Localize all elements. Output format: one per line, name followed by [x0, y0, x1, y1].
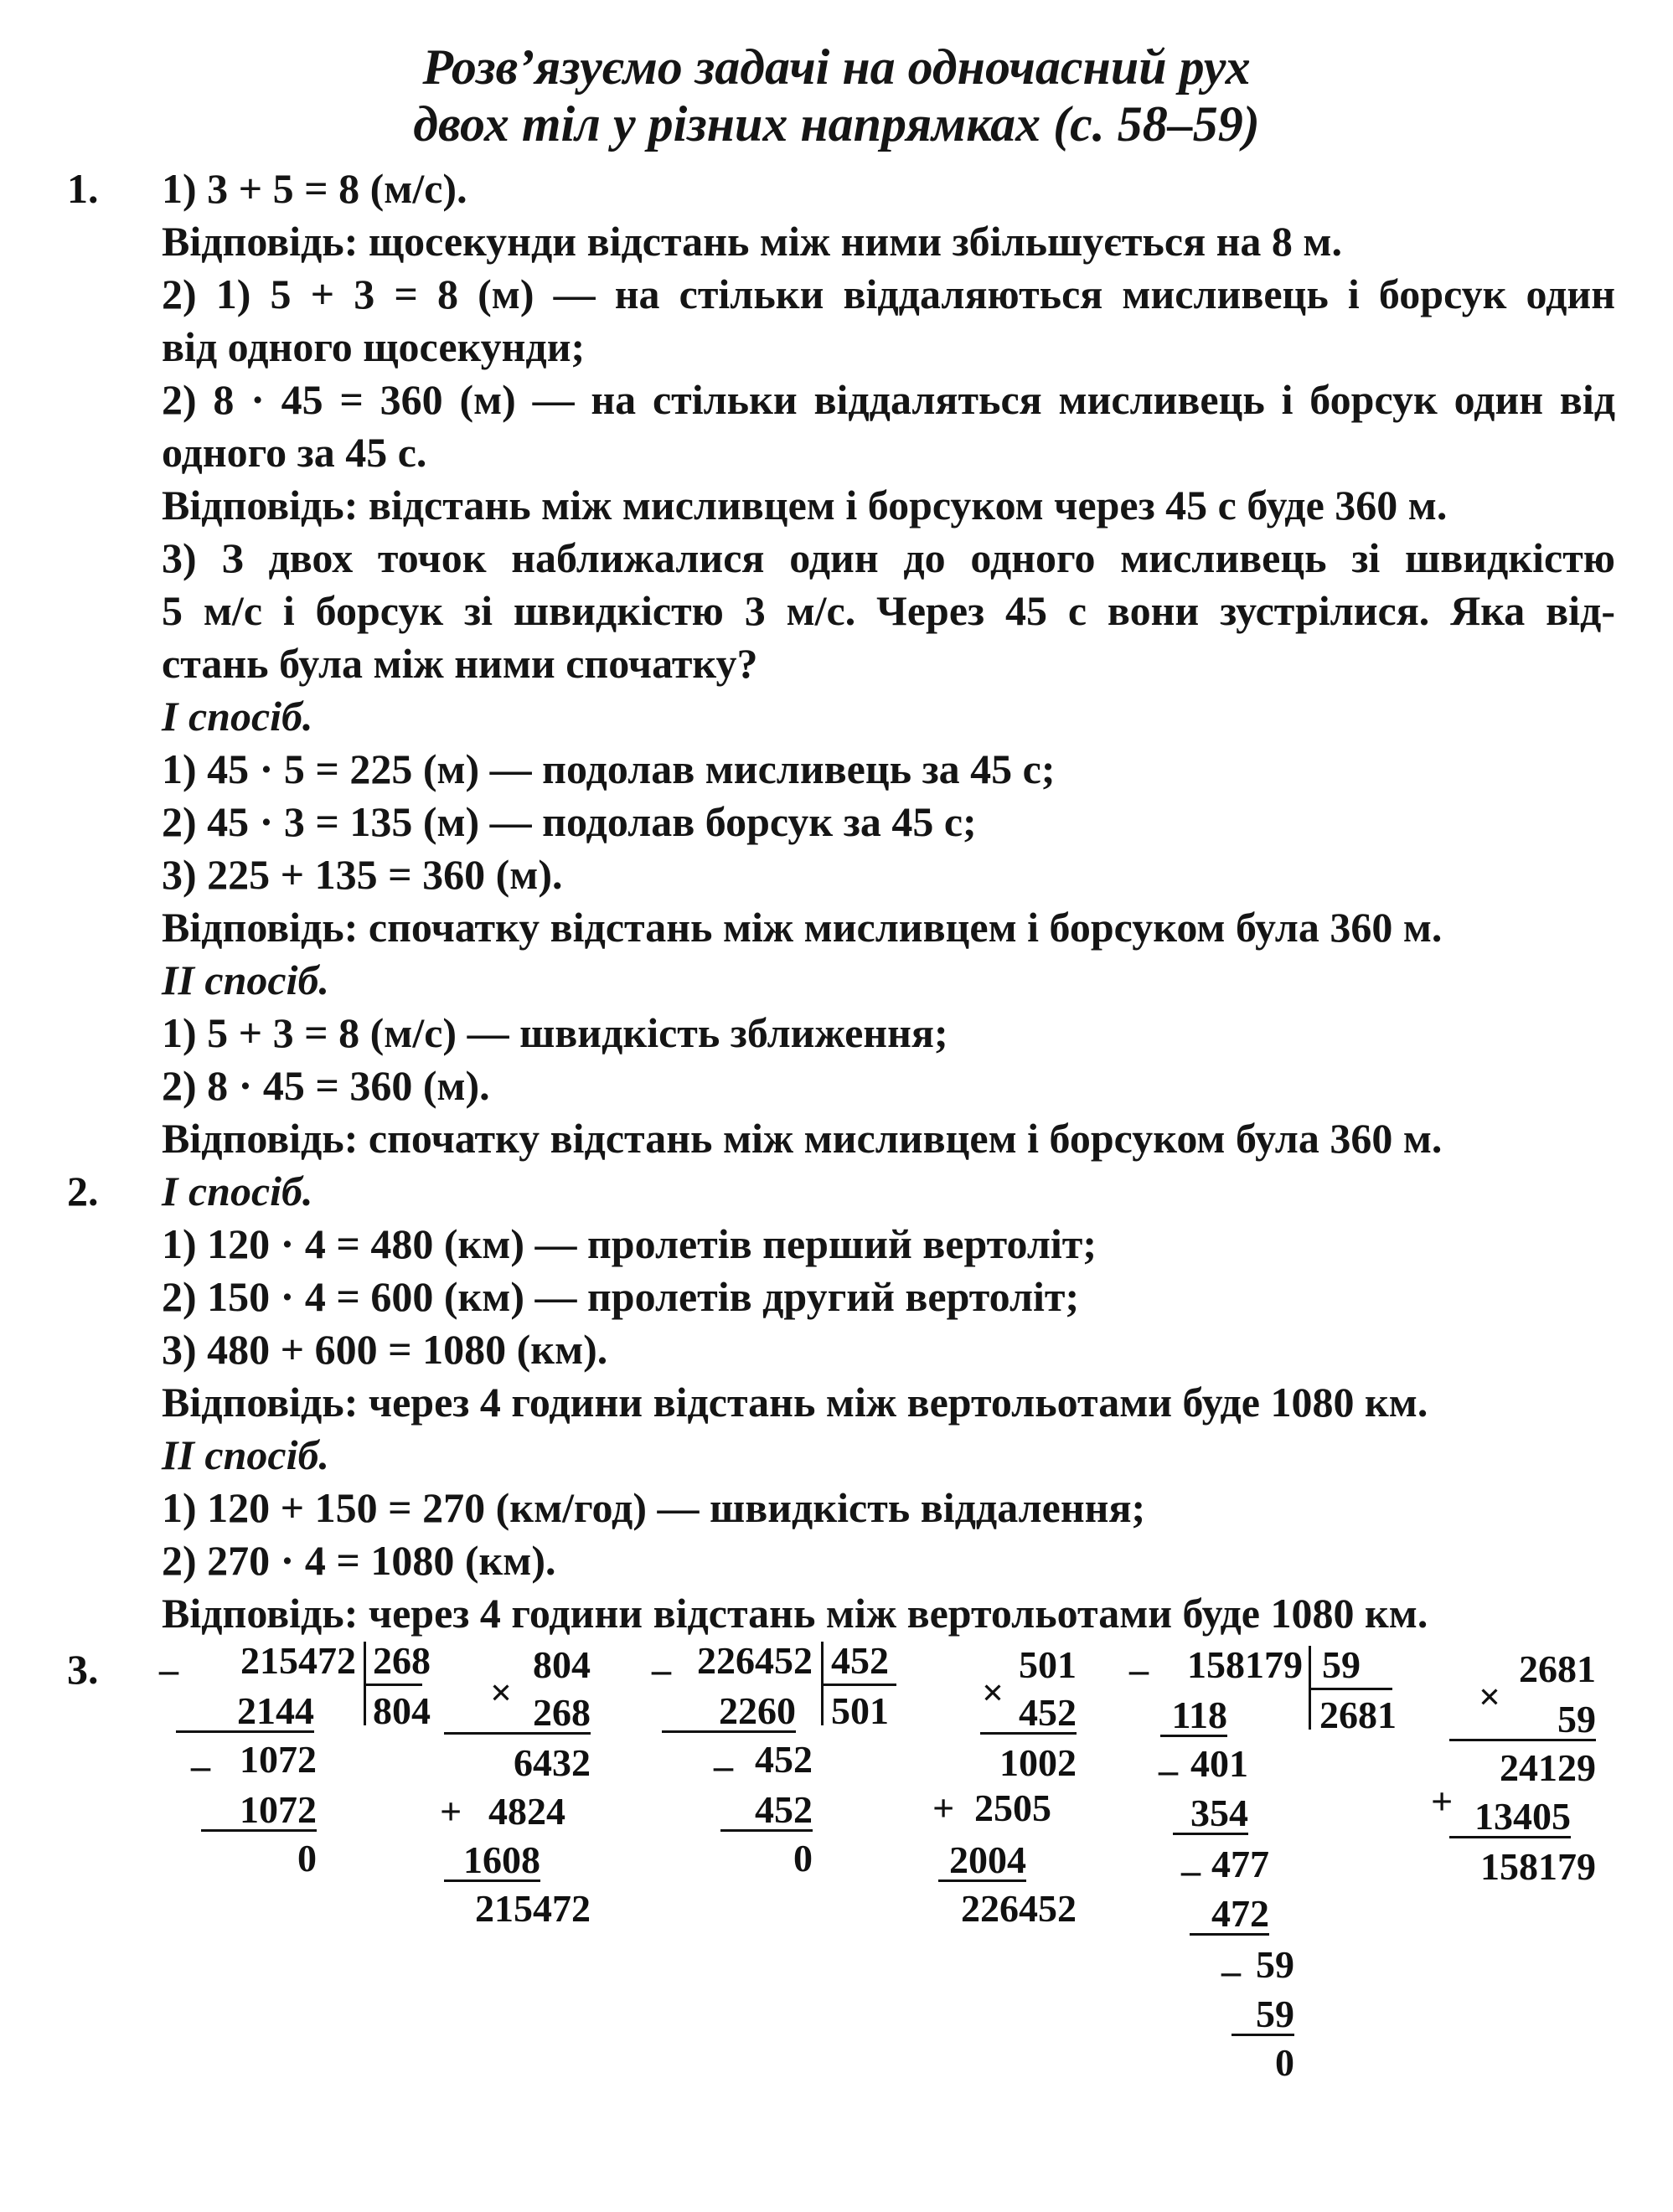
subtrahend: 59 — [1232, 1995, 1294, 2036]
quotient: 2681 — [1319, 1694, 1397, 1736]
task-2-method-1: І спосіб. — [162, 1168, 313, 1214]
task-1-m1-answer: Відповідь: спочатку відстань між мисливцем і борсуком була 360 м. — [162, 904, 1443, 951]
task-2-m1-answer: Відповідь: через 4 години відстань між вертольотами буде 1080 км. — [162, 1379, 1428, 1426]
page-title-line-2: двох тіл у різних напрямках (с. 58–59) — [413, 96, 1260, 152]
plus-sign: + — [1431, 1780, 1454, 1823]
task-1-m2-step2: 2) 8 · 45 = 360 (м). — [162, 1062, 490, 1109]
task-1-part2-line2: від одного щосекунди; — [162, 323, 586, 370]
task-1-part3-line3: стань була між ними спочатку? — [162, 640, 758, 687]
partial-product-1: 24129 — [1500, 1746, 1596, 1789]
minus-sign: _ — [1159, 1735, 1178, 1778]
task-1-m2-step1: 1) 5 + 3 = 8 (м/с) — швидкість зближення; — [162, 1009, 948, 1056]
divisor-underline — [821, 1683, 896, 1686]
task-1-method-2: ІІ спосіб. — [162, 956, 329, 1003]
subtrahend: 472 — [1190, 1895, 1269, 1936]
task-2-method-2: ІІ спосіб. — [162, 1431, 329, 1478]
plus-sign: + — [440, 1790, 462, 1833]
task-2-m2-step2: 2) 270 · 4 = 1080 (км). — [162, 1537, 556, 1584]
product: 215472 — [475, 1887, 591, 1930]
factor-b: 268 — [444, 1694, 591, 1735]
task-1-part2-answer: Відповідь: відстань між мисливцем і борсуком через 45 с буде 360 м. — [162, 482, 1448, 529]
factor-a: 501 — [1019, 1643, 1077, 1686]
partial-product-1: 1002 — [999, 1741, 1077, 1784]
task-1-number: 1. — [67, 165, 99, 212]
subtrahend: 118 — [1160, 1696, 1227, 1737]
minus-sign: _ — [159, 1635, 178, 1678]
partial-product-2: 13405 — [1449, 1797, 1571, 1838]
remainder: 0 — [297, 1837, 317, 1879]
divisor-underline — [1309, 1688, 1392, 1690]
subtrahend: 354 — [1173, 1794, 1248, 1835]
remainder: 0 — [1275, 2041, 1294, 2084]
remainder-row: 477 — [1211, 1843, 1269, 1885]
task-1-m1-step1: 1) 45 · 5 = 225 (м) — подолав мисливець за 45 с; — [162, 745, 1056, 792]
product: 226452 — [961, 1887, 1077, 1930]
subtrahend: 1072 — [201, 1791, 317, 1832]
plus-sign: + — [932, 1787, 955, 1829]
task-1-part1: 1) 3 + 5 = 8 (м/с). — [162, 165, 467, 212]
partial-product-2: 4824 — [488, 1790, 565, 1833]
times-sign: × — [982, 1671, 1004, 1714]
task-1-m2-answer: Відповідь: спочатку відстань між мисливцем і борсуком була 360 м. — [162, 1115, 1443, 1162]
quotient: 804 — [373, 1689, 431, 1732]
dividend: 215472 — [240, 1639, 356, 1682]
task-2-m2-answer: Відповідь: через 4 години відстань між вертольотами буде 1080 км. — [162, 1590, 1428, 1637]
minus-sign: _ — [191, 1731, 210, 1774]
factor-b: 452 — [980, 1694, 1077, 1735]
task-1-m1-step3: 3) 225 + 135 = 360 (м). — [162, 851, 563, 898]
times-sign: × — [490, 1671, 513, 1714]
dividend: 158179 — [1187, 1643, 1303, 1686]
task-1-part2-line3: 2) 8 · 45 = 360 (м) — на стільки віддалятьcя мисливець і борсук один від — [162, 376, 1615, 423]
subtrahend: 2260 — [662, 1692, 796, 1733]
remainder-row: 1072 — [240, 1738, 317, 1781]
task-1-part3-line1: 3) З двох точок наближалися один до одного мисливець зі швидкістю — [162, 534, 1615, 581]
divisor: 59 — [1322, 1643, 1361, 1686]
factor-a: 2681 — [1519, 1647, 1596, 1690]
minus-sign: _ — [652, 1635, 671, 1678]
remainder: 0 — [793, 1837, 813, 1879]
task-1-method-1: І спосіб. — [162, 693, 313, 740]
factor-b: 59 — [1449, 1700, 1596, 1741]
task-2-m1-step1: 1) 120 · 4 = 480 (км) — пролетів перший вертоліт; — [162, 1220, 1097, 1267]
partial-product-1: 6432 — [514, 1741, 591, 1784]
divisor-underline — [364, 1683, 422, 1686]
remainder-row: 452 — [755, 1738, 813, 1781]
quotient: 501 — [831, 1689, 889, 1732]
task-2-m1-step3: 3) 480 + 600 = 1080 (км). — [162, 1326, 608, 1373]
task-2-m1-step2: 2) 150 · 4 = 600 (км) — пролетів другий вертоліт; — [162, 1273, 1080, 1320]
times-sign: × — [1479, 1675, 1501, 1718]
product: 158179 — [1480, 1845, 1596, 1888]
task-1-part3-line2: 5 м/с і борсук зі швидкістю 3 м/с. Через 45 с вони зустрілися. Яка від- — [162, 587, 1615, 634]
subtrahend: 452 — [720, 1791, 813, 1832]
partial-product-2: 2505 — [974, 1787, 1051, 1829]
task-2-m2-step1: 1) 120 + 150 = 270 (км/год) — швидкість віддалення; — [162, 1484, 1146, 1531]
task-1-part2-line1: 2) 1) 5 + 3 = 8 (м) — на стільки віддаляються мисливець і борсук один — [162, 271, 1615, 317]
subtrahend: 2144 — [176, 1692, 314, 1733]
minus-sign: _ — [1221, 1936, 1241, 1979]
dividend: 226452 — [697, 1639, 813, 1682]
minus-sign: _ — [714, 1731, 733, 1774]
factor-a: 804 — [533, 1643, 591, 1686]
task-1-part1-answer: Відповідь: щосекунди відстань між ними збільшується на 8 м. — [162, 218, 1342, 265]
task-3-number: 3. — [67, 1646, 99, 1693]
partial-product-3: 1608 — [444, 1841, 540, 1882]
divisor: 268 — [373, 1639, 431, 1682]
task-1-part2-line4: одного за 45 с. — [162, 429, 427, 476]
task-2-number: 2. — [67, 1168, 99, 1214]
partial-product-3: 2004 — [938, 1841, 1026, 1882]
divisor: 452 — [831, 1639, 889, 1682]
task-1-m1-step2: 2) 45 · 3 = 135 (м) — подолав борсук за 45 с; — [162, 798, 977, 845]
remainder-row: 401 — [1190, 1742, 1248, 1785]
minus-sign: _ — [1129, 1635, 1149, 1678]
remainder-row: 59 — [1256, 1943, 1294, 1986]
page-title-line-1: Розв’язуємо задачі на одночасний рух — [422, 39, 1251, 95]
minus-sign: _ — [1181, 1836, 1201, 1879]
